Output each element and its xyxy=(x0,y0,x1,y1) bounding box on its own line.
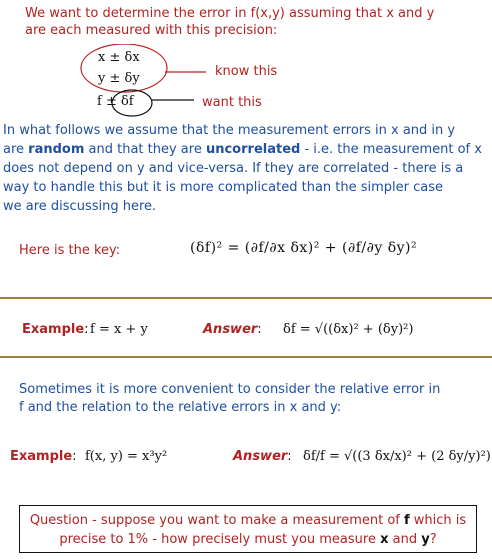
f-measure: f ± δf xyxy=(97,94,134,109)
example2-heading: Example: xyxy=(10,449,77,464)
x-measure: x ± δx xyxy=(98,50,140,65)
relative-line-2: f and the relation to the relative errors in x and y: xyxy=(19,400,342,415)
example2-expr: f(x, y) = x³y² xyxy=(85,449,168,464)
assume-line-2: are random and that they are uncorrelated - i.e. the measurement of x xyxy=(3,142,482,157)
assume-line-1: In what follows we assume that the measurement errors in x and in y xyxy=(3,123,456,138)
example1-heading: Example: xyxy=(22,322,89,337)
y-measure: y ± δy xyxy=(98,71,140,86)
question-line-2: precise to 1% - how precisely must you measure x and y? xyxy=(59,532,437,547)
divider-1 xyxy=(0,297,492,299)
assume-line-5: we are discussing here. xyxy=(3,199,157,214)
relative-line-1: Sometimes it is more convenient to consider the relative error in xyxy=(19,382,441,397)
answer2-expr: δf/f = √((3 δx/x)² + (2 δy/y)²) xyxy=(303,449,491,464)
answer1-heading: Answer: xyxy=(203,322,262,337)
question-box xyxy=(19,505,477,553)
assume-line-4: way to handle this but it is more complicated than the simpler case xyxy=(3,180,444,195)
assume-line-3: does not depend on y and vice-versa. If they are correlated - there is a xyxy=(3,161,464,176)
question-line-1: Question - suppose you want to make a measurement of f which is xyxy=(29,513,467,528)
key-formula: (δf)² = (∂f/∂x δx)² + (∂f/∂y δy)² xyxy=(190,240,418,256)
intro-line-2: are each measured with this precision: xyxy=(25,23,278,38)
measurement-diagram xyxy=(0,44,492,122)
answer1-expr: δf = √((δx)² + (δy)²) xyxy=(283,322,414,337)
key-label: Here is the key: xyxy=(19,243,121,258)
want-this-label: want this xyxy=(202,95,262,110)
know-this-label: know this xyxy=(215,64,278,79)
example1-expr: f = x + y xyxy=(90,322,148,337)
answer2-heading: Answer: xyxy=(233,449,292,464)
intro-line-1: We want to determine the error in f(x,y) assuming that x and y xyxy=(25,6,435,21)
divider-2 xyxy=(0,356,492,358)
